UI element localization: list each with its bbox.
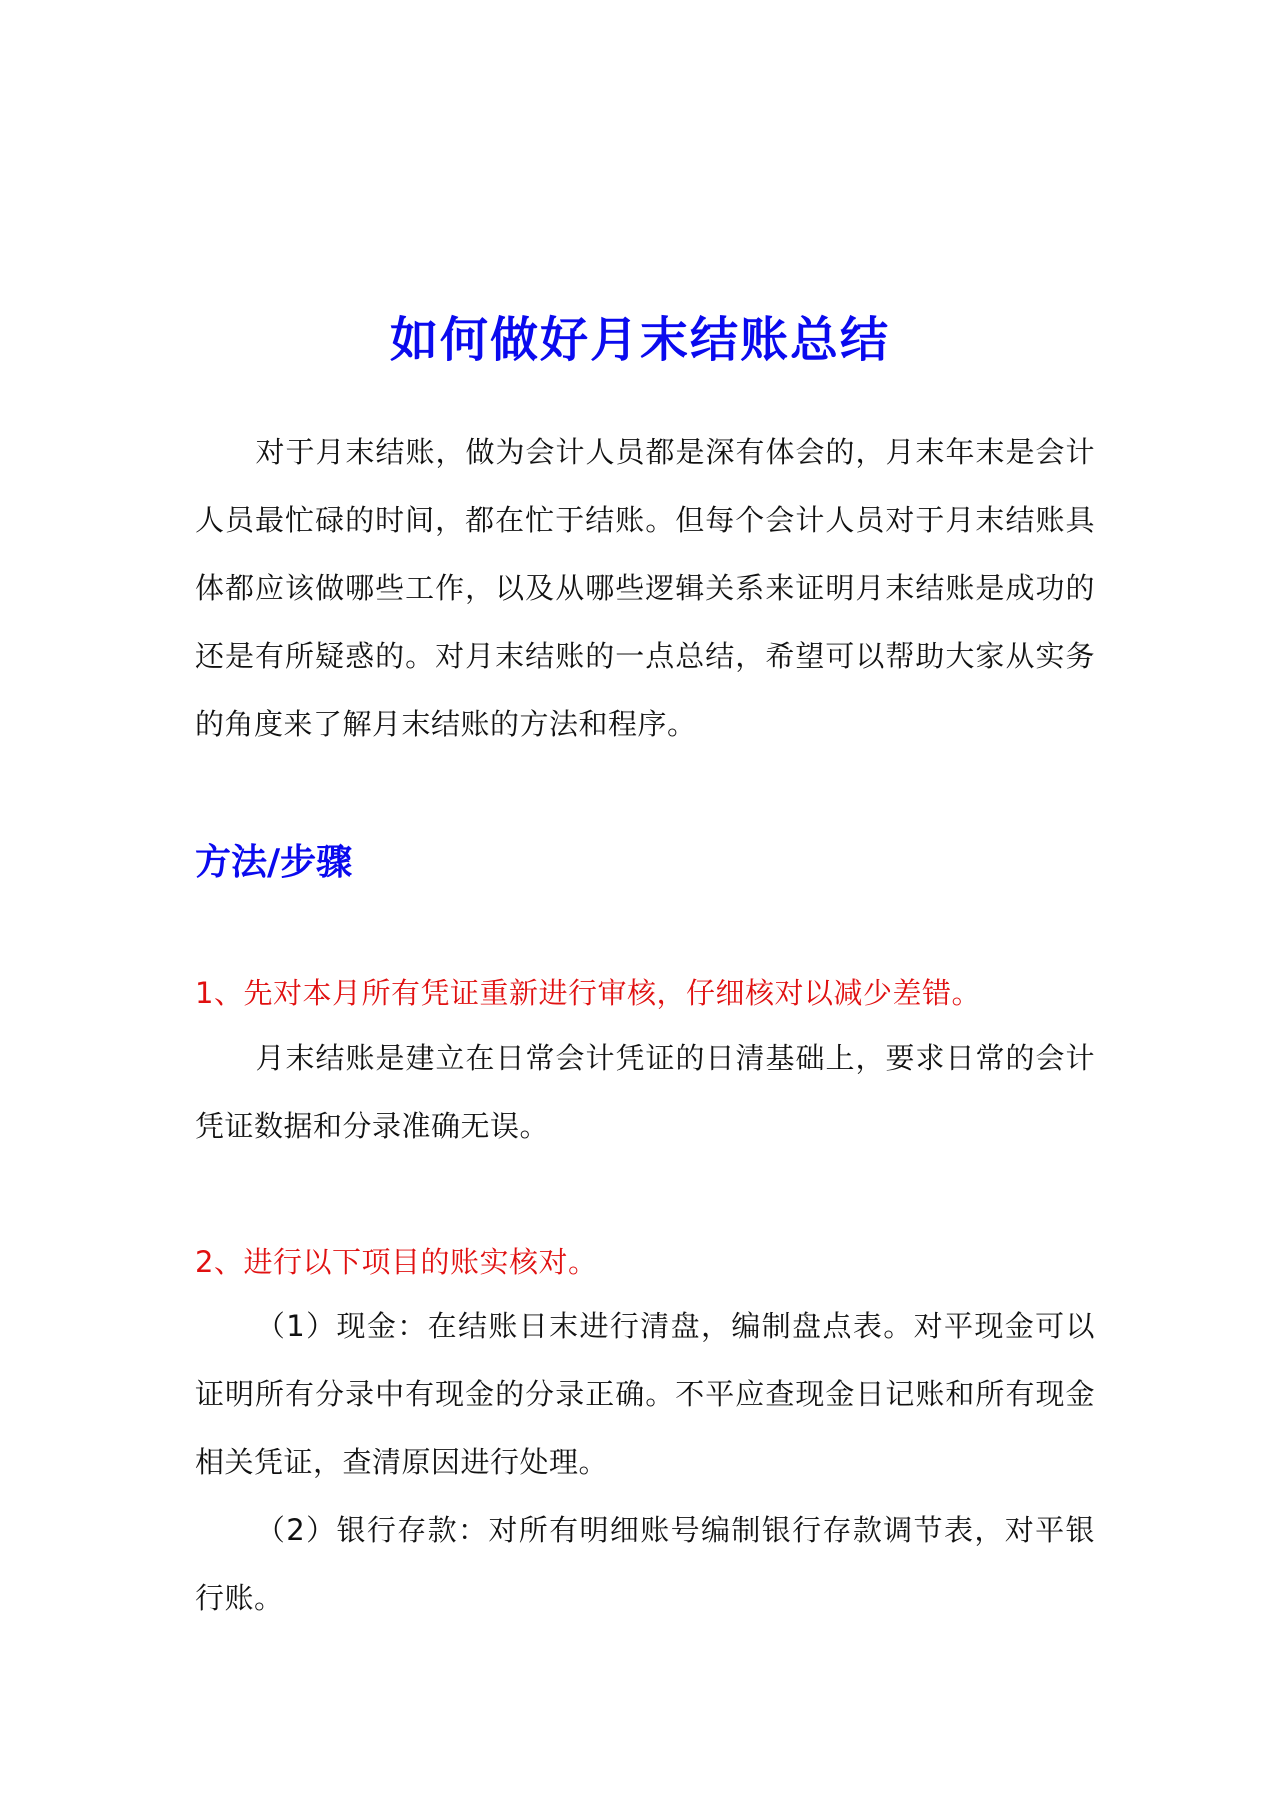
document-title: 如何做好月末结账总结 — [389, 312, 890, 368]
step-2-heading: 2、进行以下项目的账实核对。 — [195, 1245, 598, 1279]
step-2-paragraph-bank — [195, 1496, 1095, 1632]
step-1-heading: 1、先对本月所有凭证重新进行审核，仔细核对以减少差错。 — [195, 976, 981, 1010]
section-heading: 方法/步骤 — [195, 842, 353, 883]
step-1-text: 月末结账是建立在日常会计凭证的日清基础上，要求日常的会计凭证数据和分录准确无误。 — [195, 1041, 1095, 1143]
intro-paragraph — [195, 418, 1095, 758]
step-2-bank-text: （2）银行存款：对所有明细账号编制银行存款调节表，对平银行账。 — [195, 1513, 1095, 1615]
step-2-cash-text: （1）现金：在结账日末进行清盘，编制盘点表。对平现金可以证明所有分录中有现金的分录正确。不平应查现金日记账和所有现金相关凭证，查清原因进行处理。 — [195, 1309, 1095, 1479]
step-1-paragraph — [195, 1024, 1095, 1160]
step-2-paragraph-cash — [195, 1292, 1095, 1496]
intro-text: 对于月末结账，做为会计人员都是深有体会的，月末年末是会计人员最忙碌的时间，都在忙于结账。但每个会计人员对于月末结账具体都应该做哪些工作，以及从哪些逻辑关系来证明月末结账是成功的还是有所疑惑的。对月末结账的一点总结，希望可以帮助大家从实务的角度来了解月末结账的方法和程序。 — [195, 435, 1095, 741]
